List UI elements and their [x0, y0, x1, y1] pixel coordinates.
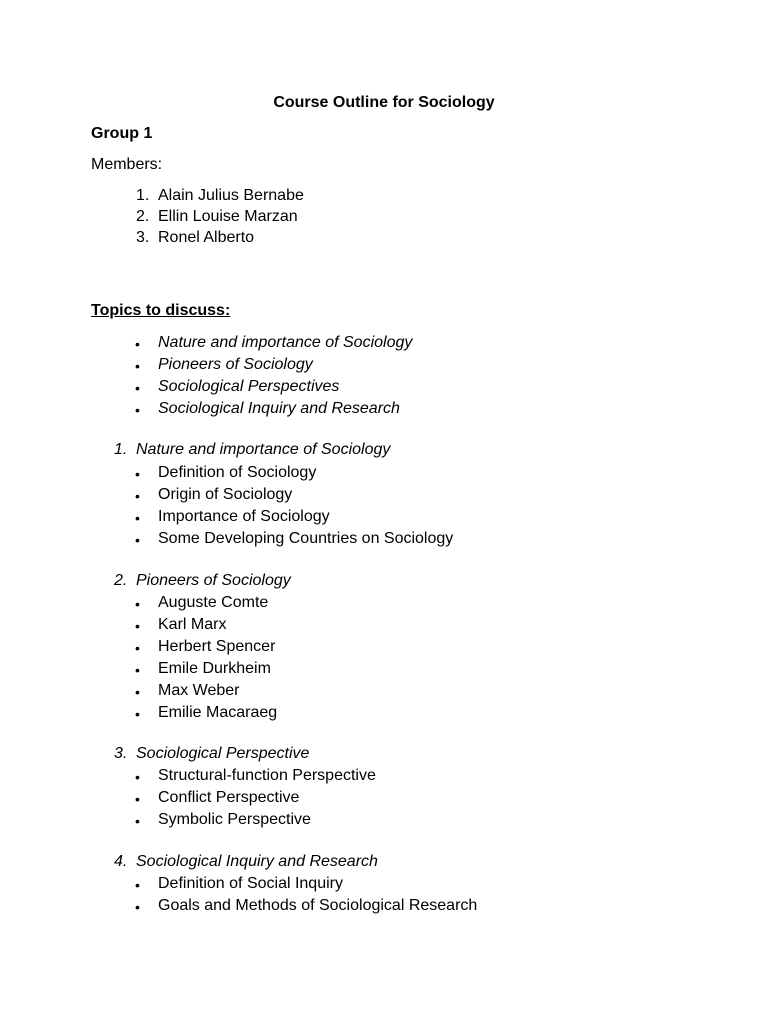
bullet-icon: • — [135, 336, 140, 352]
item-text: Importance of Sociology — [158, 508, 330, 525]
bullet-icon: • — [135, 899, 140, 915]
topics-heading: Topics to discuss: — [91, 302, 231, 319]
item-text: Max Weber — [158, 682, 240, 699]
item-text: Herbert Spencer — [158, 638, 276, 655]
page-title: Course Outline for Sociology — [273, 94, 495, 111]
member-number: 1. — [136, 187, 150, 204]
member-name: Ronel Alberto — [158, 229, 255, 246]
item-text: Karl Marx — [158, 616, 227, 633]
item-text: Emilie Macaraeg — [158, 704, 278, 721]
bullet-icon: • — [135, 488, 140, 504]
section-number: 1. — [114, 441, 128, 458]
bullet-icon: • — [135, 380, 140, 396]
section-title: Pioneers of Sociology — [136, 572, 291, 589]
item-text: Definition of Social Inquiry — [158, 875, 343, 892]
section-title: Sociological Inquiry and Research — [136, 853, 378, 870]
bullet-icon: • — [135, 640, 140, 656]
bullet-icon: • — [135, 596, 140, 612]
topic-text: Sociological Inquiry and Research — [158, 400, 400, 417]
topic-text: Nature and importance of Sociology — [158, 334, 413, 351]
section-title: Sociological Perspective — [136, 745, 310, 762]
item-text: Some Developing Countries on Sociology — [158, 530, 454, 547]
member-number: 3. — [136, 229, 150, 246]
bullet-icon: • — [135, 684, 140, 700]
section-number: 2. — [114, 572, 128, 589]
member-name: Ellin Louise Marzan — [158, 208, 298, 225]
group-label: Group 1 — [91, 125, 153, 142]
item-text: Structural-function Perspective — [158, 767, 376, 784]
section-number: 4. — [114, 853, 128, 870]
item-text: Goals and Methods of Sociological Research — [158, 897, 478, 914]
bullet-icon: • — [135, 706, 140, 722]
bullet-icon: • — [135, 532, 140, 548]
topic-text: Pioneers of Sociology — [158, 356, 313, 373]
bullet-icon: • — [135, 662, 140, 678]
bullet-icon: • — [135, 466, 140, 482]
bullet-icon: • — [135, 877, 140, 893]
members-label: Members: — [91, 156, 163, 173]
bullet-icon: • — [135, 769, 140, 785]
bullet-icon: • — [135, 618, 140, 634]
bullet-icon: • — [135, 510, 140, 526]
topic-text: Sociological Perspectives — [158, 378, 340, 395]
member-number: 2. — [136, 208, 150, 225]
item-text: Symbolic Perspective — [158, 811, 311, 828]
bullet-icon: • — [135, 791, 140, 807]
item-text: Origin of Sociology — [158, 486, 293, 503]
bullet-icon: • — [135, 402, 140, 418]
item-text: Emile Durkheim — [158, 660, 271, 677]
section-number: 3. — [114, 745, 128, 762]
bullet-icon: • — [135, 358, 140, 374]
item-text: Definition of Sociology — [158, 464, 317, 481]
bullet-icon: • — [135, 813, 140, 829]
section-title: Nature and importance of Sociology — [136, 441, 391, 458]
item-text: Conflict Perspective — [158, 789, 300, 806]
member-name: Alain Julius Bernabe — [158, 187, 304, 204]
item-text: Auguste Comte — [158, 594, 269, 611]
